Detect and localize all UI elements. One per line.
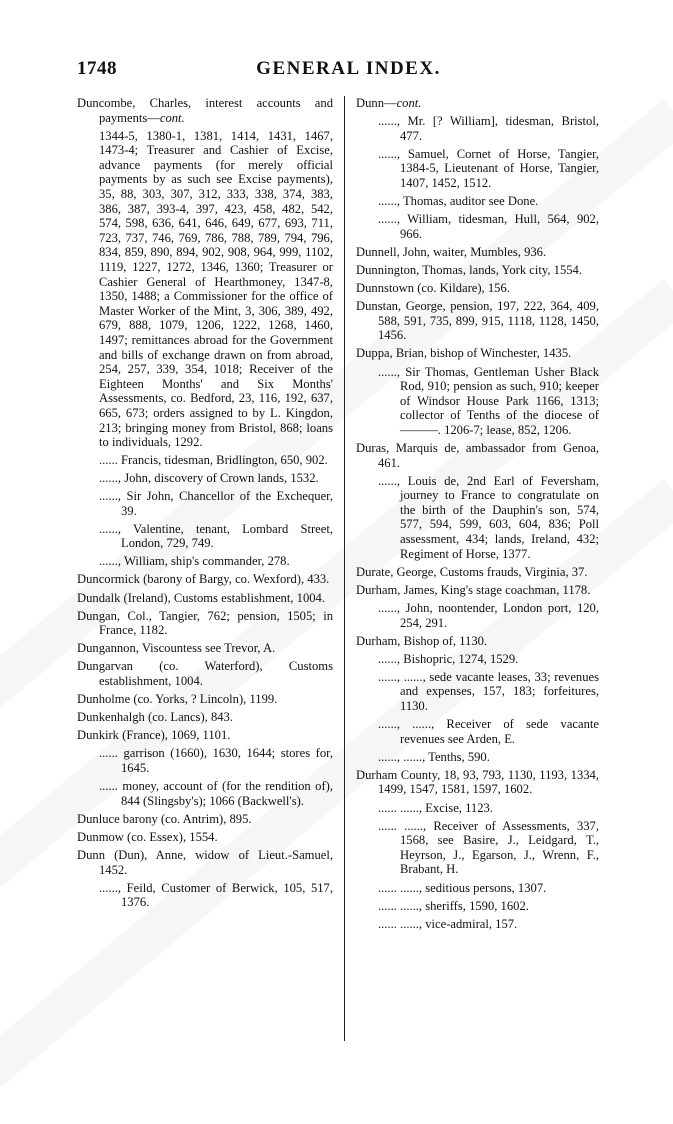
entry-heading: Dunn— <box>356 96 397 110</box>
index-entry-head <box>77 96 333 125</box>
index-entry: Duppa, Brian, bishop of Winchester, 1435. <box>356 346 572 361</box>
index-entry: Dungan, Col., Tangier, 762; pension, 1505; in France, 1182. <box>77 608 333 638</box>
index-entry: Dunkirk (France), 1069, 1101. <box>77 728 231 743</box>
right-entries <box>356 114 599 931</box>
index-entry: Durham County, 18, 93, 793, 1130, 1193, 1334, 1499, 1547, 1581, 1597, 1602. <box>356 767 599 797</box>
index-subentry: ......, Bishopric, 1274, 1529. <box>378 651 519 666</box>
index-subentry: ...... ......, vice-admiral, 157. <box>378 916 518 931</box>
index-subentry: ......, Valentine, tenant, Lombard Street, London, 729, 749. <box>99 521 333 551</box>
index-entry: Dunluce barony (co. Antrim), 895. <box>77 811 252 826</box>
index-subentry: ......, Thomas, auditor see Done. <box>378 194 539 209</box>
index-entry: Dunstan, George, pension, 197, 222, 364, 409, 588, 591, 735, 899, 915, 1118, 1128, 1450, 1456. <box>356 299 599 343</box>
entry-body: 1344-5, 1380-1, 1381, 1414, 1431, 1467, 1473-4; Treasurer and Cashier of Excise, advance payments (for merely official payments by as such see Excise payments), 35, 88, 303, 307, 312, 333, 338, 374, 383, 386, 387, 393-4, 397, 423, 458, 482, 542, 574, 598, 636, 641, 646, 649, 677, 693, 711, 723, 737, 746, 769, 786, 788, 789, 794, 796, 834, 859, 890, 894, 902, 908, 964, 999, 1102, 1119, 1227, 1272, 1346, 1360; Treasurer or Cashier General of Hearthmoney, 1347-8, 1350, 1488; a Commissioner for the office of Master Worker of the Mint, 3, 306, 389, 492, 679, 888, 1079, 1206, 1222, 1268, 1460, 1497; remittances abroad for the Government and bills of exchange drawn on from abroad, 254, 257, 339, 354, 1018; Receiver of the Eighteen Months' and Six Months' Assessments, co. Bedford, 23, 116, 192, 637, 665, 673; orders assigned to by L. Kingdon, 213; bringing money from Bristol, 868; loans to individuals, 1292. <box>99 128 333 450</box>
index-entry: Dundalk (Ireland), Customs establishment, 1004. <box>77 590 325 605</box>
index-subentry: ...... garrison (1660), 1630, 1644; stores for, 1645. <box>99 746 333 775</box>
index-entry: Dunnell, John, waiter, Mumbles, 936. <box>356 244 547 259</box>
index-entry: Dunnstown (co. Kildare), 156. <box>356 281 510 296</box>
index-subentry: ......, John, discovery of Crown lands, 1532. <box>99 470 319 485</box>
index-subentry: ......, Louis de, 2nd Earl of Feversham, journey to France to congratulate on the birth of the Dauphin's son, 574, 577, 594, 599, 603, 604, 836; Poll assessment, 434; lands, Ireland, 432; Regiment of Horse, 1377. <box>378 473 599 561</box>
index-subentry: ......, ......, Tenths, 590. <box>378 749 490 764</box>
index-entry: Dunnington, Thomas, lands, York city, 1554. <box>356 262 582 277</box>
index-entry: Duras, Marquis de, ambassador from Genoa, 461. <box>356 440 599 470</box>
index-subentry: ......, Samuel, Cornet of Horse, Tangier, 1384-5, Lieutenant of Horse, Tangier, 1407, 1452, 1512. <box>378 146 599 190</box>
index-subentry: ......, Feild, Customer of Berwick, 105, 517, 1376. <box>99 880 333 910</box>
index-subentry: ...... Francis, tidesman, Bridlington, 650, 902. <box>99 452 328 467</box>
index-entry: Dunmow (co. Essex), 1554. <box>77 829 218 844</box>
cont-marker: cont. <box>159 110 185 125</box>
index-entry: Durate, George, Customs frauds, Virginia, 37. <box>356 564 588 579</box>
index-entry: Dungannon, Viscountess see Trevor, A. <box>77 641 276 656</box>
left-entries <box>77 453 333 910</box>
index-entry: Duncormick (barony of Bargy, co. Wexford), 433. <box>77 572 330 587</box>
index-subentry: ......, John, noontender, London port, 120, 254, 291. <box>378 600 599 630</box>
index-subentry: ......, ......, sede vacante leases, 33; revenues and expenses, 157, 183; forfeitures, 1130. <box>378 669 599 713</box>
index-subentry: ...... ......, Receiver of Assessments, 337, 1568, see Basire, J., Leidgard, T., Heyrson, J., Egarson, J., Wrenn, F., Brabant, H. <box>378 818 599 877</box>
index-entry: Dungarvan (co. Waterford), Customs establishment, 1004. <box>77 659 333 688</box>
index-entry: Durham, James, King's stage coachman, 1178. <box>356 582 591 597</box>
index-entry: Durham, Bishop of, 1130. <box>356 633 488 648</box>
index-entry-head <box>356 96 599 111</box>
page-title: GENERAL INDEX. <box>256 58 441 79</box>
index-subentry: ......, Sir John, Chancellor of the Exchequer, 39. <box>99 488 333 518</box>
index-subentry: ...... ......, Excise, 1123. <box>378 800 493 815</box>
index-entry: Dunholme (co. Yorks, ? Lincoln), 1199. <box>77 692 278 707</box>
index-subentry: ...... ......, seditious persons, 1307. <box>378 880 547 895</box>
index-subentry: ......, Sir Thomas, Gentleman Usher Black Rod, 910; pension as such, 910; keeper of Windsor House Park 1166, 1313; collector of Tenths of the diocese of ———. 1206-7; lease, 852, 1206. <box>378 364 599 437</box>
cont-marker: cont. <box>396 96 422 110</box>
index-entry: Dunkenhalgh (co. Lancs), 843. <box>77 710 233 725</box>
column-divider <box>344 96 345 1041</box>
index-subentry: ...... money, account of (for the rendition of), 844 (Slingsby's); 1066 (Backwell's). <box>99 779 333 808</box>
index-subentry: ......, William, ship's commander, 278. <box>99 554 290 569</box>
index-subentry: ......, William, tidesman, Hull, 564, 902, 966. <box>378 212 599 241</box>
page-number: 1748 <box>77 58 117 79</box>
index-subentry: ...... ......, sheriffs, 1590, 1602. <box>378 898 529 913</box>
index-subentry: ......, Mr. [? William], tidesman, Bristol, 477. <box>378 114 599 143</box>
index-subentry: ......, ......, Receiver of sede vacante revenues see Arden, E. <box>378 717 599 746</box>
index-entry: Dunn (Dun), Anne, widow of Lieut.-Samuel, 1452. <box>77 847 333 877</box>
entry-heading: Duncombe, Charles, interest accounts and payments— <box>77 96 333 125</box>
left-column <box>77 96 333 913</box>
right-column <box>356 96 599 935</box>
